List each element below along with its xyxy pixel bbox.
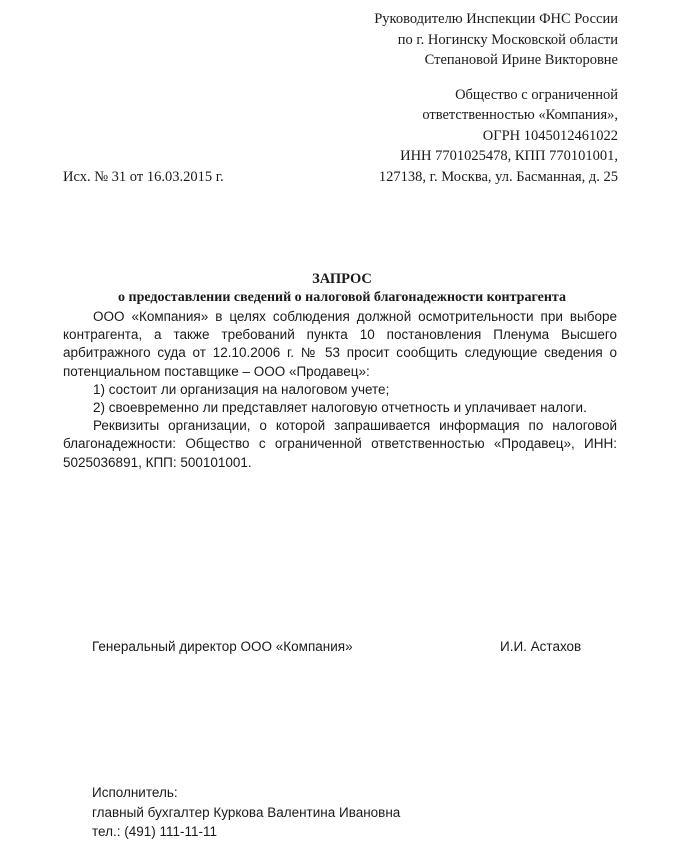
recipient-line-3: Степановой Ирине Викторовне [424, 52, 618, 68]
document-body [63, 308, 617, 472]
sender-line-5: 127138, г. Москва, ул. Басманная, д. 25 [378, 169, 618, 185]
body-paragraph-2: Реквизиты организации, о которой запрашивается информация по налоговой благонадежности: Общество с ограниченной ответственностью «Продавец», ИНН: 5025036891, КПП: 500101001. [63, 418, 617, 470]
executor-person: главный бухгалтер Куркова Валентина Ивановна [92, 805, 401, 820]
sender-line-4: ИНН 7701025478, КПП 770101001, [400, 148, 618, 164]
recipient-line-1: Руководителю Инспекции ФНС России [374, 11, 618, 27]
document-subtitle: о предоставлении сведений о налоговой благонадежности контрагента [118, 290, 566, 305]
signature-position: Генеральный директор ООО «Компания» [92, 639, 353, 654]
sender-line-1: Общество с ограниченной [455, 87, 618, 103]
body-item-2: 2) своевременно ли представляет налоговую отчетность и уплачивает налоги. [93, 400, 587, 416]
recipient-line-2: по г. Ногинску Московской области [397, 32, 618, 48]
document-title: ЗАПРОС [312, 271, 372, 287]
body-paragraph-1: ООО «Компания» в целях соблюдения должной осмотрительности при выборе контрагента, а также требований пункта 10 постановления Пленума Высшего арбитражного суда от 12.10.2006 г. № 53 просит сообщить следующие сведения о потенциальном поставщике – ООО «Продавец»: [63, 309, 617, 379]
sender-line-2: ответственностью «Компания», [422, 107, 618, 123]
signature-name: И.И. Астахов [500, 639, 582, 654]
executor-phone: тел.: (491) 111-11-11 [92, 824, 218, 839]
body-item-1: 1) состоит ли организация на налоговом учете; [93, 381, 390, 397]
sender-line-3: ОГРН 1045012461022 [482, 128, 618, 144]
executor-label: Исполнитель: [92, 785, 178, 800]
outgoing-reference: Исх. № 31 от 16.03.2015 г. [63, 169, 224, 185]
